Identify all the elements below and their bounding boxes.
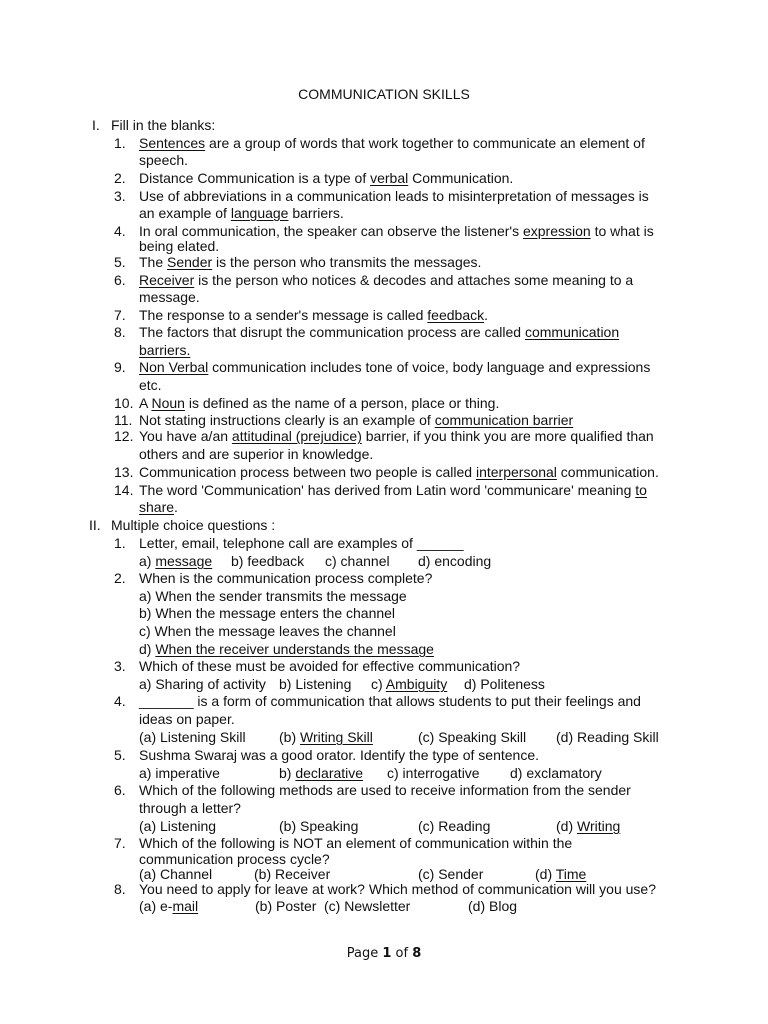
page-footer xyxy=(0,946,768,961)
question-text: barriers. xyxy=(288,205,344,221)
question-number: 9. xyxy=(114,359,126,375)
answer: Non Verbal xyxy=(139,359,209,375)
option-b: b) declarative xyxy=(279,765,364,781)
question-number: 13. xyxy=(114,464,134,480)
question-text: is the person who notices & decodes and attaches some meaning to a xyxy=(194,272,634,288)
answer: communication barrier xyxy=(434,412,574,428)
question-text: Not stating instructions clearly is an example of xyxy=(139,412,435,428)
question-text: Communication. xyxy=(408,170,514,186)
option-d: d) When the receiver understands the message xyxy=(139,641,434,657)
question-text: A xyxy=(139,395,152,411)
option-a: a) When the sender transmits the message xyxy=(139,588,407,604)
current-page: 1 xyxy=(382,946,392,961)
question-text: an example of xyxy=(139,205,231,221)
option-b: b) When the message enters the channel xyxy=(139,605,396,621)
answer: language xyxy=(230,205,289,221)
question-text: Sushma Swaraj was a good orator. Identify the type of sentence. xyxy=(139,747,540,763)
option-c: (c) Newsletter xyxy=(324,898,411,914)
total-pages: 8 xyxy=(412,946,422,961)
option-d: d) exclamatory xyxy=(510,765,602,781)
question-number: 11. xyxy=(114,412,133,428)
option-b: b) Listening xyxy=(279,676,352,692)
answer: Sender xyxy=(167,254,213,270)
question-text: Distance Communication is a type of xyxy=(139,170,371,186)
option-c: c) Ambiguity xyxy=(371,676,448,692)
option-d: (d) Reading Skill xyxy=(556,729,659,745)
question-number: 8. xyxy=(114,881,126,897)
option-c: (c) Speaking Skill xyxy=(418,729,527,745)
question-number: 6. xyxy=(114,782,126,798)
option-b: (b) Writing Skill xyxy=(279,729,373,745)
question-text: others and are superior in knowledge. xyxy=(139,446,374,462)
question-text: communication process cycle? xyxy=(139,851,330,867)
question-text: You have a/an xyxy=(139,428,232,444)
answer: Writing Skill xyxy=(300,729,373,745)
question-number: 14. xyxy=(114,482,134,498)
question-number: 2. xyxy=(114,170,126,186)
question-text: ideas on paper. xyxy=(139,711,235,727)
option-c: c) When the message leaves the channel xyxy=(139,623,396,639)
option-d: (d) Writing xyxy=(556,818,621,834)
answer: Writing xyxy=(577,818,621,834)
question-text: communication. xyxy=(556,464,659,480)
question-number: 6. xyxy=(114,272,126,288)
question-text: You need to apply for leave at work? Which method of communication will you use? xyxy=(139,881,656,897)
question-text: barrier, if you think you are more qualified than xyxy=(361,428,654,444)
section-number: II. xyxy=(89,517,101,533)
answer: mail xyxy=(172,898,199,914)
answer: share xyxy=(139,499,175,515)
question-text: The factors that disrupt the communication process are called xyxy=(139,324,525,340)
question-number: 7. xyxy=(114,307,126,323)
question-number: 5. xyxy=(114,254,126,270)
question-text: through a letter? xyxy=(139,800,241,816)
question-text: _______ is a form of communication that allows students to put their feelings and xyxy=(139,693,641,709)
option-a: (a) Channel xyxy=(139,866,213,882)
option-d: (d) Blog xyxy=(468,898,518,914)
question-number: 10. xyxy=(114,395,134,411)
answer: expression xyxy=(522,223,591,239)
question-text: . xyxy=(484,307,488,323)
option-b: b) feedback xyxy=(231,553,305,569)
question-number: 5. xyxy=(114,747,126,763)
option-a: (a) Listening xyxy=(139,818,217,834)
document-title: COMMUNICATION SKILLS xyxy=(298,86,470,102)
question-text: being elated. xyxy=(139,238,220,254)
answer: message xyxy=(155,553,213,569)
option-b: (b) Receiver xyxy=(254,866,331,882)
question-text: is the person who transmits the messages. xyxy=(212,254,482,270)
answer: verbal xyxy=(370,170,409,186)
option-c: (c) Reading xyxy=(418,818,491,834)
answer: feedback xyxy=(427,307,485,323)
question-text: communication includes tone of voice, body language and expressions xyxy=(208,359,651,375)
question-text: is defined as the name of a person, place or thing. xyxy=(184,395,500,411)
answer: interpersonal xyxy=(475,464,557,480)
question-text: to what is xyxy=(590,223,654,239)
question-number: 2. xyxy=(114,570,126,586)
question-text: message. xyxy=(139,289,200,305)
option-b: (b) Poster xyxy=(255,898,317,914)
question-number: 4. xyxy=(114,223,126,239)
question-text: etc. xyxy=(139,377,162,393)
option-a: (a) Listening Skill xyxy=(139,729,246,745)
answer: Sentences xyxy=(139,135,206,151)
question-text: speech. xyxy=(139,152,189,168)
question-text: The word 'Communication' has derived from Latin word 'communicare' meaning xyxy=(139,482,636,498)
question-text: . xyxy=(174,499,178,515)
option-a: a) Sharing of activity xyxy=(139,676,266,692)
question-number: 12. xyxy=(114,428,134,444)
option-d: d) Politeness xyxy=(464,676,545,692)
answer: attitudinal (prejudice) xyxy=(231,428,362,444)
answer: declarative xyxy=(295,765,364,781)
question-text: Which of the following is NOT an element of communication within the xyxy=(139,835,573,851)
answer: Receiver xyxy=(139,272,195,288)
option-c: c) channel xyxy=(325,553,390,569)
question-text: are a group of words that work together to communicate an element of xyxy=(205,135,645,151)
question-number: 8. xyxy=(114,324,126,340)
question-text: In oral communication, the speaker can observe the listener's xyxy=(139,223,523,239)
option-a: a) message xyxy=(139,553,213,569)
question-number: 4. xyxy=(114,693,126,709)
option-d: (d) Time xyxy=(535,866,587,882)
answer: Time xyxy=(555,866,587,882)
answer: When the receiver understands the message xyxy=(155,641,434,657)
question-text: When is the communication process complete? xyxy=(139,570,433,586)
question-text: Letter, email, telephone call are examples of ______ xyxy=(139,535,464,551)
question-text: Communication process between two people is called xyxy=(139,464,476,480)
answer: barriers. xyxy=(139,342,191,358)
question-number: 3. xyxy=(114,188,126,204)
option-c: c) interrogative xyxy=(387,765,480,781)
question-text: Which of these must be avoided for effective communication? xyxy=(139,658,521,674)
option-b: (b) Speaking xyxy=(279,818,359,834)
answer: to xyxy=(635,482,647,498)
section-label: Fill in the blanks: xyxy=(111,117,216,133)
question-text-cont xyxy=(139,204,344,222)
question-number: 1. xyxy=(114,535,126,551)
question-number: 1. xyxy=(114,135,126,151)
page-word: Page xyxy=(346,946,379,961)
question-text: The response to a sender's message is called xyxy=(139,307,428,323)
question-text: Which of the following methods are used to receive information from the sender xyxy=(139,782,631,798)
section-label: Multiple choice questions : xyxy=(111,517,276,533)
answer: communication xyxy=(524,324,620,340)
answer: Ambiguity xyxy=(385,676,448,692)
option-a: (a) e-mail xyxy=(139,898,199,914)
question-text: Use of abbreviations in a communication leads to misinterpretation of messages is xyxy=(139,188,649,204)
question-text: The xyxy=(139,254,168,270)
section-number: I. xyxy=(92,117,100,133)
answer: Noun xyxy=(151,395,185,411)
option-c: (c) Sender xyxy=(418,866,484,882)
option-a: a) imperative xyxy=(139,765,220,781)
question-number: 7. xyxy=(114,835,126,851)
of-word: of xyxy=(395,946,409,961)
question-number: 3. xyxy=(114,658,126,674)
option-d: d) encoding xyxy=(418,553,492,569)
